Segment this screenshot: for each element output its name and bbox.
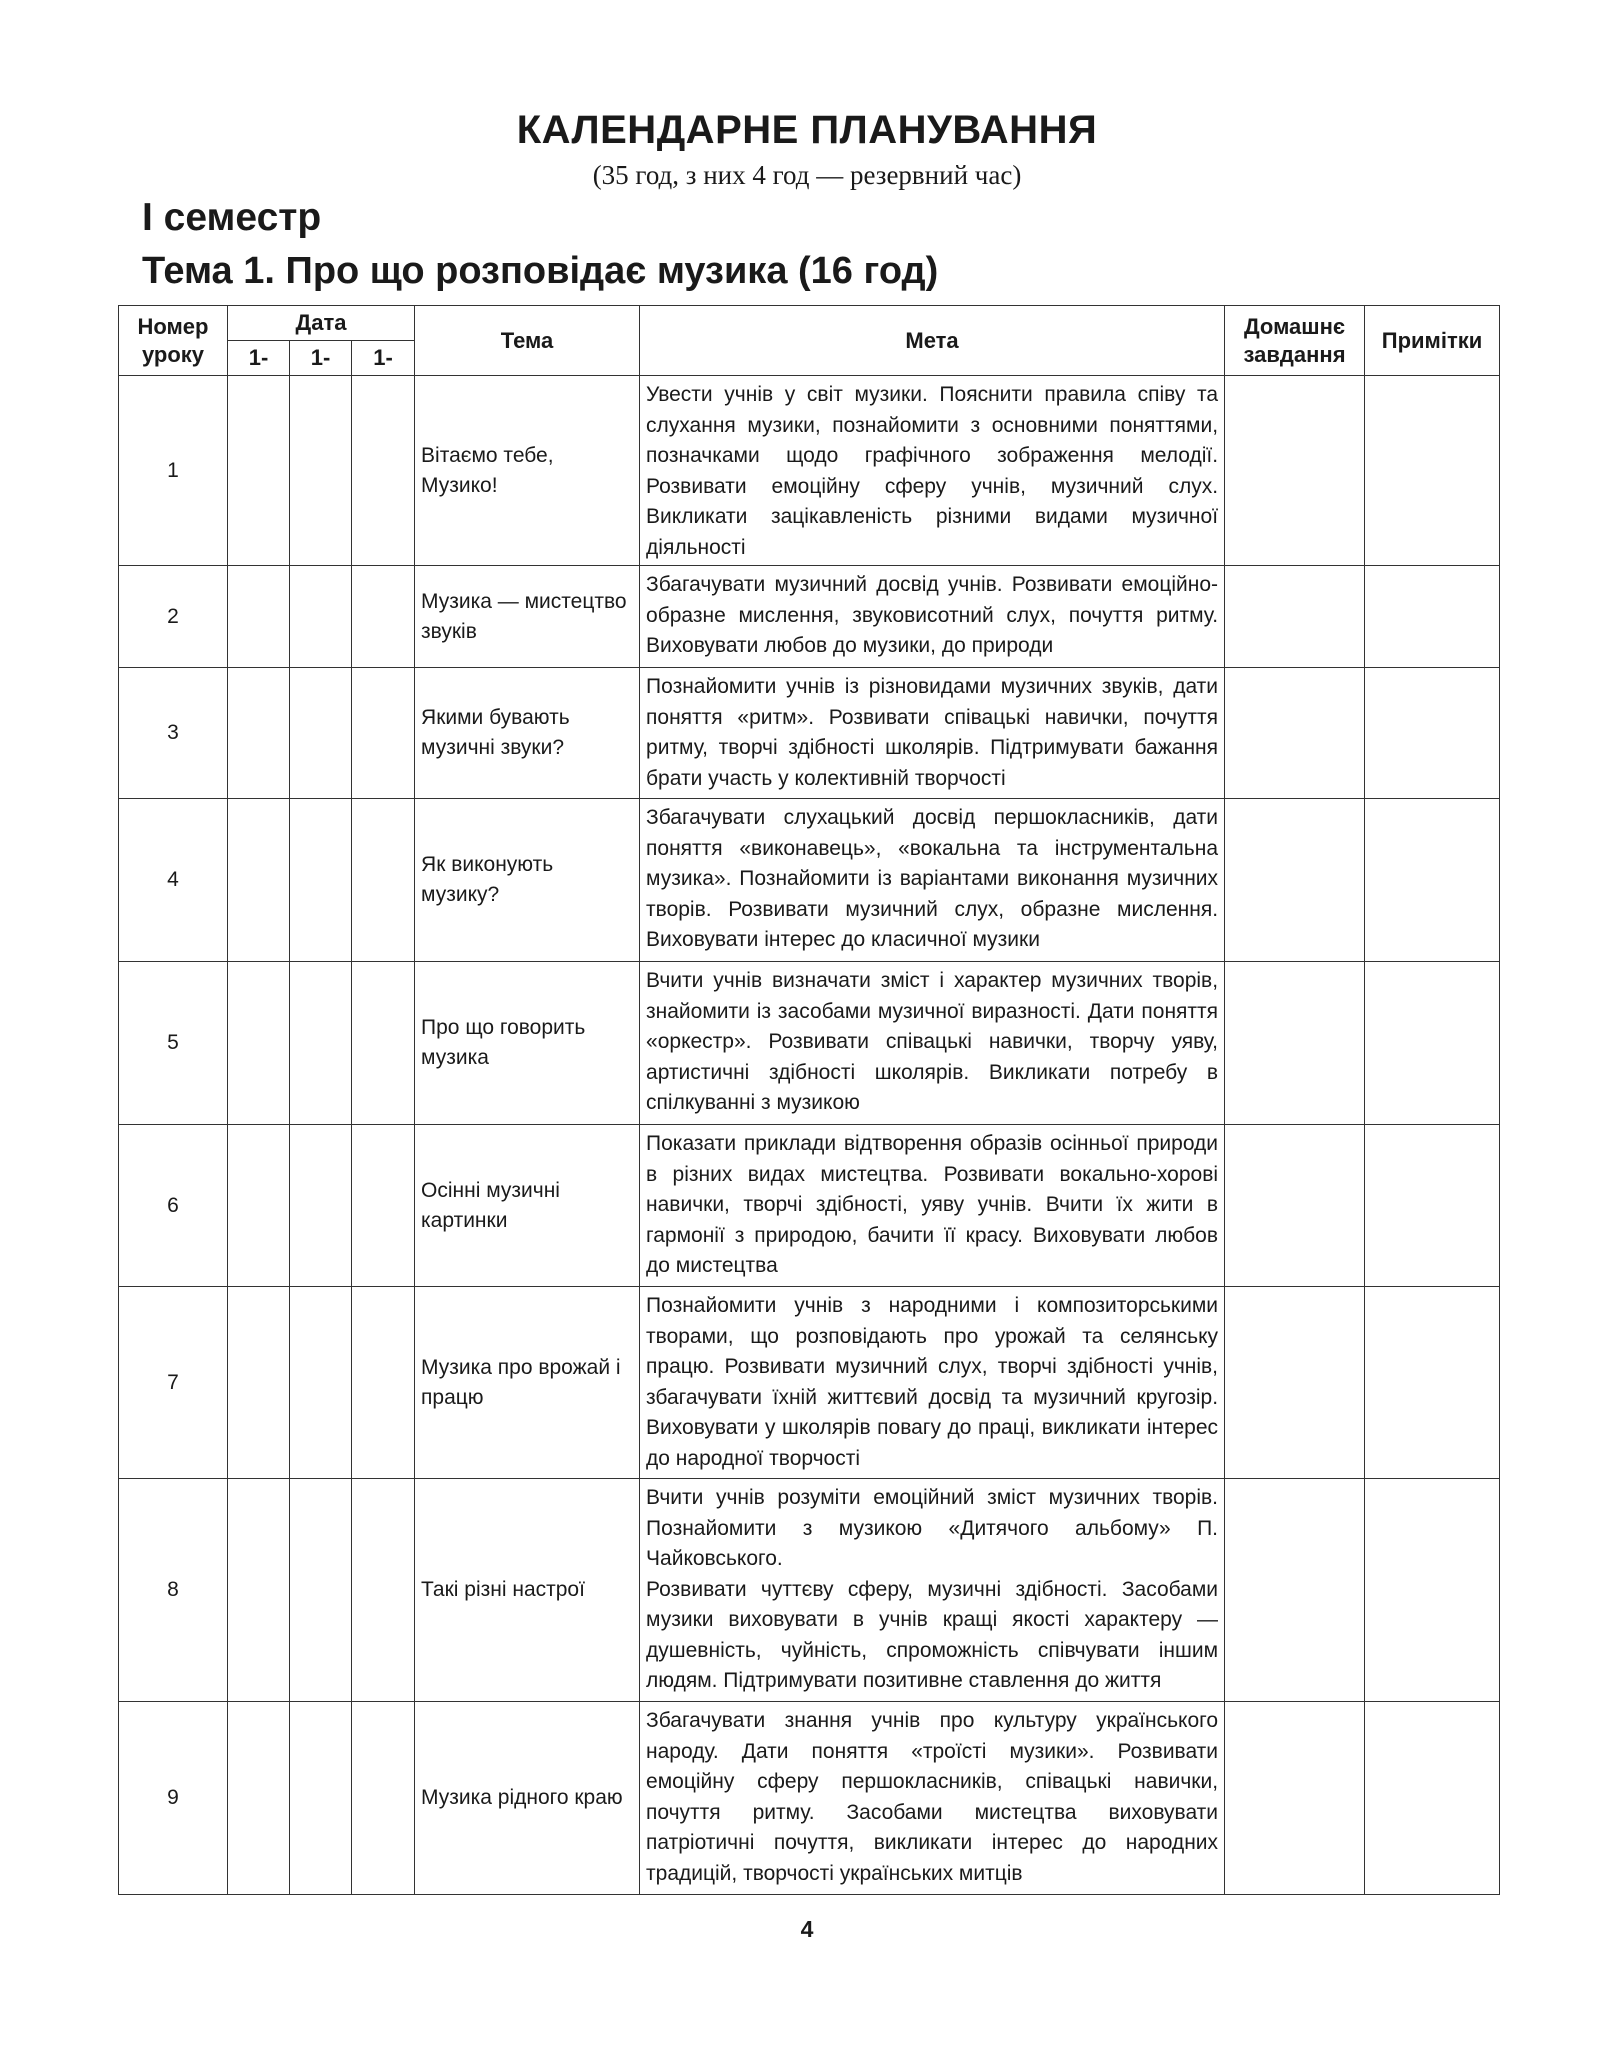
date-cell: [352, 668, 415, 799]
date-cell: [228, 1479, 290, 1702]
date-cell: [290, 566, 352, 668]
header-date: Дата: [228, 306, 415, 341]
table-row: [119, 1287, 1500, 1479]
date-cell: [290, 1287, 352, 1479]
date-cell: [352, 1125, 415, 1287]
header-date-col: 1-: [352, 341, 415, 376]
header-date-col: 1-: [228, 341, 290, 376]
header-homework: Домашнє завдання: [1225, 306, 1365, 376]
homework-cell: [1225, 1287, 1365, 1479]
lesson-number-cell: 5: [119, 962, 228, 1125]
lesson-number-cell: 7: [119, 1287, 228, 1479]
homework-cell: [1225, 1125, 1365, 1287]
lesson-number-cell: 6: [119, 1125, 228, 1287]
topic-cell: Про що говорить музика: [415, 962, 640, 1125]
date-cell: [352, 1479, 415, 1702]
notes-cell: [1365, 376, 1500, 566]
table-row: [119, 1125, 1500, 1287]
table-row: [119, 799, 1500, 962]
page-subtitle: (35 год, з них 4 год — резервний час): [592, 160, 1022, 190]
table-row: [119, 1479, 1500, 1702]
date-cell: [228, 799, 290, 962]
date-cell: [352, 566, 415, 668]
date-cell: [228, 668, 290, 799]
header-date-col: 1-: [290, 341, 352, 376]
homework-cell: [1225, 376, 1365, 566]
notes-cell: [1365, 668, 1500, 799]
topic-cell: Музика рідного краю: [415, 1702, 640, 1895]
goal-cell: Показати приклади відтворення образів осінньої природи в різних видах мистецтва. Розвивати вокально-хорові навички, творчі здібності, уяву учнів. Вчити їх жити в гармонії з природою, бачити її красу. Виховувати любов до мистецтва: [640, 1125, 1225, 1287]
homework-cell: [1225, 668, 1365, 799]
topic-cell: Вітаємо тебе, Музико!: [415, 376, 640, 566]
lesson-number-cell: 2: [119, 566, 228, 668]
lesson-number-cell: 9: [119, 1702, 228, 1895]
topic-cell: Як виконують музику?: [415, 799, 640, 962]
page-title: КАЛЕНДАРНЕ ПЛАНУВАННЯ: [516, 108, 1098, 152]
page-number: 4: [800, 1916, 814, 1942]
goal-cell: Познайомити учнів з народними і композиторськими творами, що розповідають про урожай та селянську працю. Розвивати музичний слух, творчі здібності учнів, збагачувати їхній життєвий досвід та музичний кругозір. Виховувати у школярів повагу до праці, викликати інтерес до народної творчості: [640, 1287, 1225, 1479]
homework-cell: [1225, 962, 1365, 1125]
date-cell: [290, 799, 352, 962]
date-cell: [228, 1125, 290, 1287]
goal-cell: Збагачувати слухацький досвід першокласників, дати поняття «виконавець», «вокальна та інструментальна музика». Познайомити із варіантами виконання музичних творів. Розвивати музичний слух, образне мислення. Виховувати інтерес до класичної музики: [640, 799, 1225, 962]
date-cell: [352, 1702, 415, 1895]
date-cell: [290, 376, 352, 566]
date-cell: [352, 799, 415, 962]
date-cell: [228, 376, 290, 566]
date-cell: [290, 1479, 352, 1702]
table-row: [119, 1702, 1500, 1895]
date-cell: [228, 1287, 290, 1479]
header-lesson-number: Номер уроку: [119, 306, 228, 376]
date-cell: [290, 668, 352, 799]
calendar-plan-table: [118, 305, 1500, 1895]
lesson-number-cell: 4: [119, 799, 228, 962]
date-cell: [290, 962, 352, 1125]
date-cell: [228, 962, 290, 1125]
date-cell: [290, 1125, 352, 1287]
theme-heading: Тема 1. Про що розповідає музика (16 год): [142, 250, 939, 292]
notes-cell: [1365, 1702, 1500, 1895]
homework-cell: [1225, 1702, 1365, 1895]
date-cell: [352, 1287, 415, 1479]
goal-cell: Увести учнів у світ музики. Пояснити правила співу та слухання музики, познайомити з основними поняттями, позначками щодо графічного зображення мелодії. Розвивати емоційну сферу учнів, музичний слух. Викликати зацікавленість різними видами музичної діяльності: [640, 376, 1225, 566]
goal-cell: Вчити учнів розуміти емоційний зміст музичних творів. Познайомити з музикою «Дитячого альбому» П. Чайковського. Розвивати чуттєву сферу, музичні здібності. Засобами музики виховувати в учнів кращі якості характеру — душевність, чуйність, спроможність співчувати іншим людям. Підтримувати позитивне ставлення до життя: [640, 1479, 1225, 1702]
lesson-number-cell: 8: [119, 1479, 228, 1702]
table-row: [119, 376, 1500, 566]
semester-heading: І семестр: [142, 196, 322, 239]
notes-cell: [1365, 566, 1500, 668]
goal-cell: Збагачувати музичний досвід учнів. Розвивати емоційно-образне мислення, звуковисотний слух, почуття ритму. Виховувати любов до музики, до природи: [640, 566, 1225, 668]
notes-cell: [1365, 962, 1500, 1125]
lesson-number-cell: 1: [119, 376, 228, 566]
goal-cell: Вчити учнів визначати зміст і характер музичних творів, знайомити із засобами музичної виразності. Дати поняття «оркестр». Розвивати співацькі навички, творчу уяву, артистичні здібності школярів. Викликати потребу в спілкуванні з музикою: [640, 962, 1225, 1125]
date-cell: [352, 962, 415, 1125]
table-row: [119, 962, 1500, 1125]
goal-cell: Збагачувати знання учнів про культуру українського народу. Дати поняття «троїсті музики». Розвивати емоційну сферу першокласників, співацькі навички, почуття ритму. Засобами мистецтва виховувати патріотичні почуття, викликати інтерес до народних традицій, творчості українських митців: [640, 1702, 1225, 1895]
notes-cell: [1365, 1125, 1500, 1287]
notes-cell: [1365, 1287, 1500, 1479]
date-cell: [352, 376, 415, 566]
header-notes: Примітки: [1365, 306, 1500, 376]
table-row: [119, 566, 1500, 668]
table-row: [119, 668, 1500, 799]
notes-cell: [1365, 1479, 1500, 1702]
topic-cell: Осінні музичні картинки: [415, 1125, 640, 1287]
homework-cell: [1225, 1479, 1365, 1702]
goal-cell: Познайомити учнів із різновидами музичних звуків, дати поняття «ритм». Розвивати співацькі навички, почуття ритму, творчі здібності школярів. Підтримувати бажання брати участь у колективній творчості: [640, 668, 1225, 799]
topic-cell: Якими бувають музичні звуки?: [415, 668, 640, 799]
notes-cell: [1365, 799, 1500, 962]
topic-cell: Такі різні настрої: [415, 1479, 640, 1702]
topic-cell: Музика — мистецтво звуків: [415, 566, 640, 668]
homework-cell: [1225, 566, 1365, 668]
date-cell: [228, 566, 290, 668]
lesson-number-cell: 3: [119, 668, 228, 799]
header-goal: Мета: [640, 306, 1225, 376]
homework-cell: [1225, 799, 1365, 962]
date-cell: [290, 1702, 352, 1895]
date-cell: [228, 1702, 290, 1895]
topic-cell: Музика про врожай і працю: [415, 1287, 640, 1479]
header-topic: Тема: [415, 306, 640, 376]
